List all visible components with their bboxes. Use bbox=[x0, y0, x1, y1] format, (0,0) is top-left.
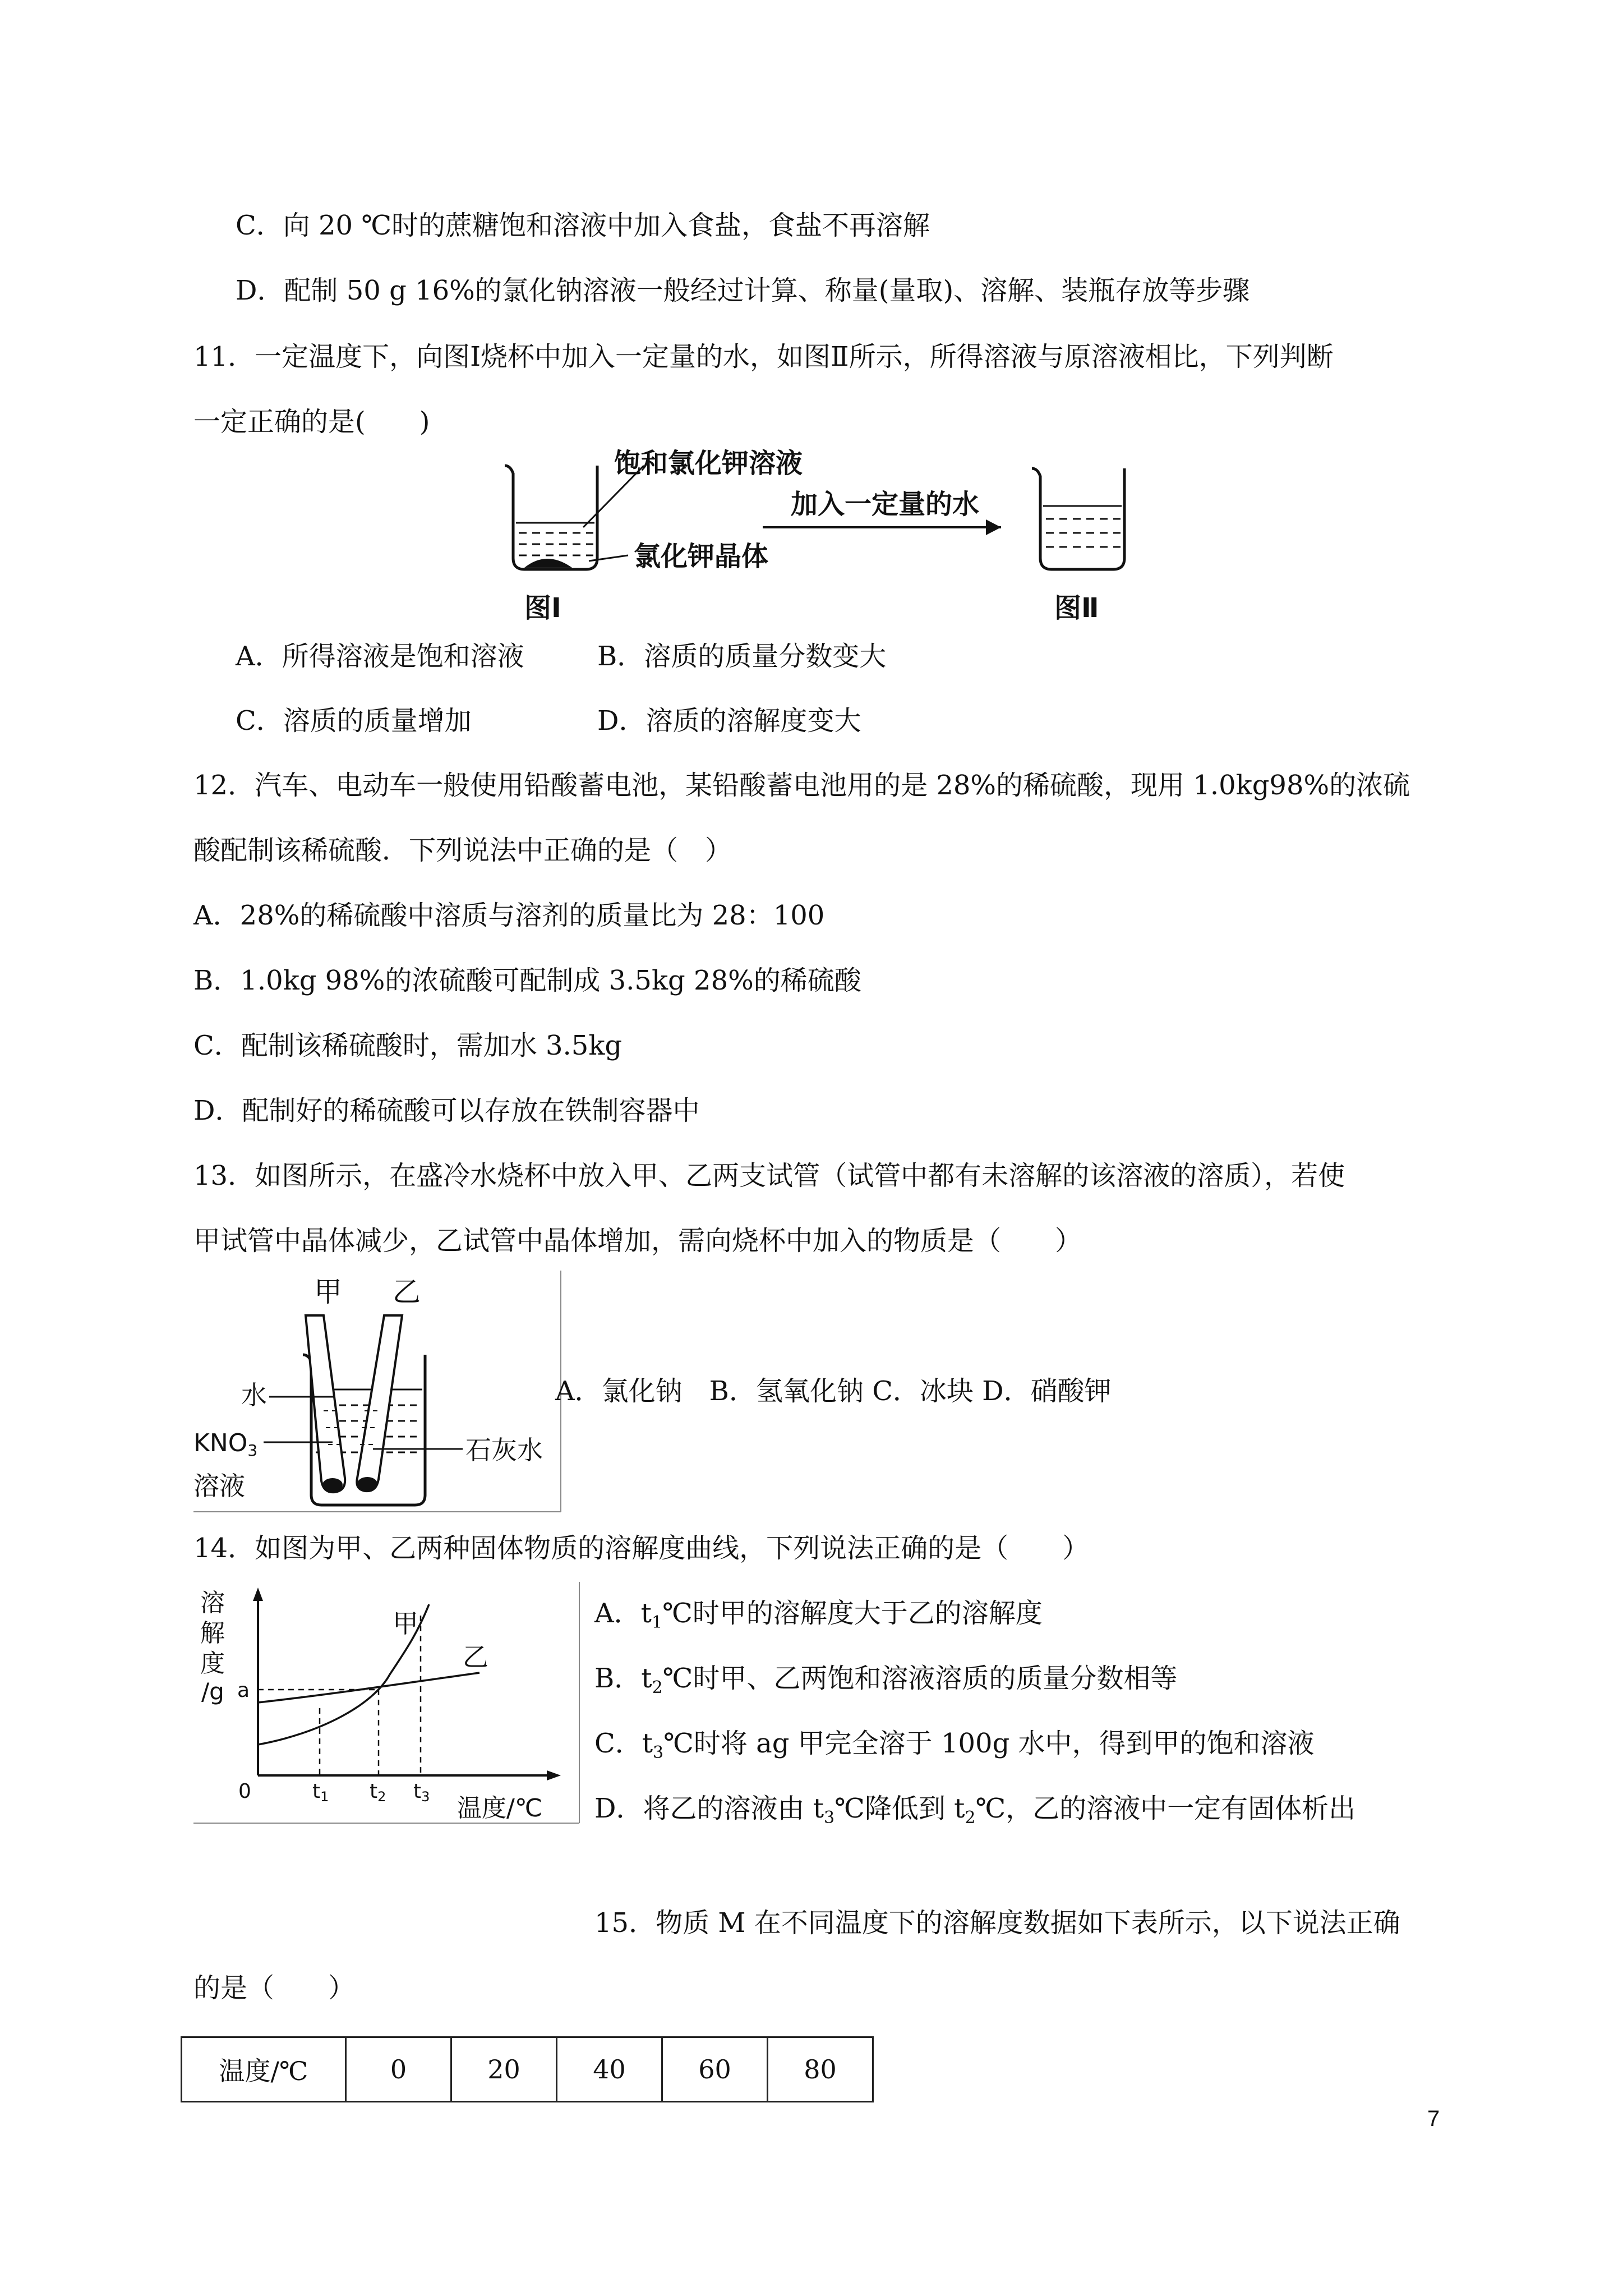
crystal-yi bbox=[357, 1477, 377, 1490]
q13-stem-line1: 13．如图所示，在盛冷水烧杯中放入甲、乙两支试管（试管中都有未溶解的该溶液的溶质），若使 bbox=[193, 1160, 1345, 1191]
label-saturated-solution: 饱和氯化钾溶液 bbox=[614, 449, 803, 479]
caption-figure-1: 图Ⅰ bbox=[524, 592, 561, 624]
crystal-pile bbox=[524, 559, 572, 568]
x-axis-label: 温度/℃ bbox=[457, 1794, 543, 1823]
q13-options: A．氯化钠 B．氢氧化钠 C．冰块 D．硝酸钾 bbox=[555, 1375, 1112, 1407]
q12-stem-line1: 12．汽车、电动车一般使用铅酸蓄电池，某铅酸蓄电池用的是 28%的稀硫酸，现用 1.0kg98%的浓硫 bbox=[193, 770, 1410, 801]
y-label-4: /g bbox=[201, 1678, 224, 1705]
table-cell: 80 bbox=[768, 2037, 873, 2102]
q12-option-a: A．28%的稀硫酸中溶质与溶剂的质量比为 28：100 bbox=[193, 900, 825, 931]
q11-option-d: D．溶质的溶解度变大 bbox=[597, 705, 861, 737]
tube-label-jia: 甲 bbox=[314, 1276, 342, 1308]
tube-label-yi: 乙 bbox=[393, 1276, 421, 1308]
q14-option-d: D．将乙的溶液由 $t_3℃$降低到 $t_2℃$，乙的溶液中一定有固体析出 bbox=[594, 1793, 1356, 1828]
q15-stem-line2: 的是（ ） bbox=[193, 1972, 356, 2004]
table-row bbox=[182, 2037, 873, 2102]
q11-stem-line2: 一定正确的是( ) bbox=[193, 406, 430, 438]
q14-option-b: B．$t_2℃$时甲、乙两饱和溶液溶质的质量分数相等 bbox=[594, 1663, 1178, 1697]
page-number: 7 bbox=[1427, 2106, 1440, 2131]
q12-option-c: C．配制该稀硫酸时，需加水 3.5kg bbox=[193, 1030, 623, 1061]
q13-stem-line2: 甲试管中晶体减少，乙试管中晶体增加，需向烧杯中加入的物质是（ ） bbox=[193, 1225, 1082, 1257]
label-crystal: 氯化钾晶体 bbox=[634, 541, 769, 572]
q11-option-a: A．所得溶液是饱和溶液 bbox=[236, 641, 524, 672]
q15-stem-line1: 15．物质 M 在不同温度下的溶解度数据如下表所示，以下说法正确 bbox=[594, 1907, 1400, 1939]
caption-figure-2: 图Ⅱ bbox=[1054, 592, 1099, 624]
y-label-3: 度 bbox=[200, 1649, 225, 1678]
q12-option-d: D．配制好的稀硫酸可以存放在铁制容器中 bbox=[193, 1095, 700, 1126]
t2-tick-label: t2 bbox=[370, 1780, 386, 1805]
q11-figure bbox=[494, 449, 1155, 634]
q11-stem-line1: 11．一定温度下，向图Ⅰ烧杯中加入一定量的水，如图Ⅱ所示，所得溶液与原溶液相比，下列判断 bbox=[193, 341, 1334, 372]
table-cell: 20 bbox=[451, 2037, 557, 2102]
t3-tick-label: t3 bbox=[413, 1780, 430, 1805]
beaker-1 bbox=[505, 466, 597, 569]
q13-figure bbox=[193, 1271, 564, 1517]
arrow-head bbox=[986, 519, 1001, 535]
q10-option-c: C．向 20 ℃时的蔗糖饱和溶液中加入食盐，食盐不再溶解 bbox=[236, 210, 930, 241]
curve-label-jia: 甲 bbox=[393, 1608, 418, 1639]
crystal-jia bbox=[322, 1478, 343, 1492]
table-cell: 60 bbox=[662, 2037, 768, 2102]
q14-solubility-chart bbox=[193, 1582, 580, 1824]
label-kno3: KNO3 bbox=[193, 1429, 258, 1460]
q12-stem-line2: 酸配制该稀硫酸．下列说法中正确的是（ ） bbox=[193, 835, 732, 866]
label-limewater: 石灰水 bbox=[465, 1435, 543, 1465]
q10-option-d: D．配制 50 g 16%的氯化钠溶液一般经过计算、称量(量取)、溶解、装瓶存放等步骤 bbox=[236, 275, 1250, 306]
curve-label-yi: 乙 bbox=[463, 1642, 488, 1672]
solubility-table bbox=[181, 2036, 874, 2102]
table-cell: 0 bbox=[346, 2037, 451, 2102]
q14-stem: 14．如图为甲、乙两种固体物质的溶解度曲线，下列说法正确的是（ ） bbox=[193, 1533, 1090, 1564]
test-tube-yi bbox=[357, 1315, 402, 1491]
q12-option-b: B．1.0kg 98%的浓硫酸可配制成 3.5kg 28%的稀硫酸 bbox=[193, 965, 861, 996]
a-tick-label: a bbox=[237, 1679, 250, 1702]
y-label-2: 解 bbox=[200, 1619, 225, 1648]
label-solution: 溶液 bbox=[193, 1471, 245, 1501]
t1-tick-label: t1 bbox=[312, 1780, 329, 1805]
q11-option-b: B．溶质的质量分数变大 bbox=[597, 641, 887, 672]
table-cell: 40 bbox=[557, 2037, 662, 2102]
q14-option-a: A．$t_1℃$时甲的溶解度大于乙的溶解度 bbox=[594, 1598, 1043, 1632]
label-add-water: 加入一定量的水 bbox=[791, 489, 980, 520]
q11-option-c: C．溶质的质量增加 bbox=[236, 705, 472, 737]
q14-option-c: C．$t_3℃$时将 ag 甲完全溶于 100g 水中，得到甲的饱和溶液 bbox=[594, 1728, 1315, 1763]
y-label-1: 溶 bbox=[200, 1589, 225, 1617]
origin-label: 0 bbox=[238, 1780, 251, 1803]
label-water: 水 bbox=[241, 1380, 267, 1410]
table-header-cell: 温度/℃ bbox=[182, 2037, 346, 2102]
